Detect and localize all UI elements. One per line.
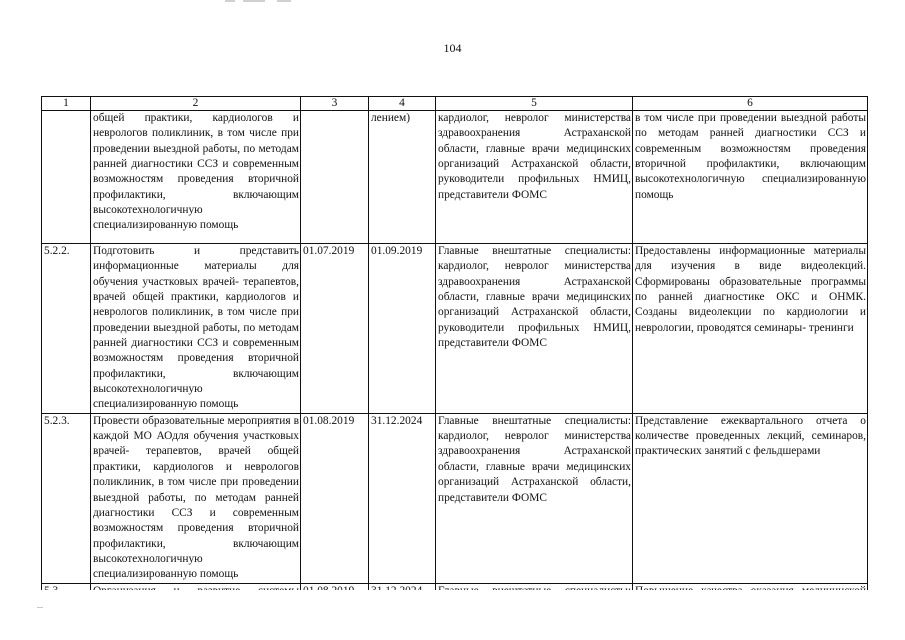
row-number: 5.2.2. — [42, 244, 91, 414]
column-number-4: 4 — [369, 97, 436, 111]
row-number — [42, 111, 91, 244]
table-row — [42, 413, 868, 583]
responsible-persons: Главные внештатные специалисты: кардиолог, невролог министерства здравоохранения Астраханской области, главные врачи медицинских организаций Астраханской области, руководители профильных НМИЦ, представители ФОМС — [436, 244, 633, 414]
expected-result: Предоставлены информационные материалы для изучения в виде видеолекций. Сформированы образовательные программы по ранней диагностике ОКС и ОНМК. Созданы видеолекции по кардиологии и неврологии, проводятся семинары- тренинги — [633, 244, 868, 414]
task-description: Подготовить и представить информационные материалы для обучения участковых врачей- терапевтов, врачей общей практики, кардиологов и неврологов поликлиник, в том числе при проведении выездной работы, по методам ранней диагностики ССЗ и современным возможностям проведения вторичной профилактики, включающим высокотехнологичную специализированную помощь — [91, 244, 301, 414]
column-number-5: 5 — [436, 97, 633, 111]
table-row — [42, 111, 868, 244]
start-date: 01.08.2019 — [301, 413, 369, 583]
expected-result: в том числе при проведении выездной работы по методам ранней диагностики ССЗ и современным возможностям проведения вторичной профилактики, включающим высокотехнологичную специализированную помощь — [633, 111, 868, 244]
start-date — [301, 111, 369, 244]
column-number-1: 1 — [42, 97, 91, 111]
end-date: 01.09.2019 — [369, 244, 436, 414]
table-row — [42, 244, 868, 414]
end-date: лением) — [369, 111, 436, 244]
table-header-row — [42, 97, 868, 111]
task-description: Провести образовательные мероприятия в каждой МО АОдля обучения участковых врачей- терапевтов, врачей общей практики, кардиологов и неврологов поликлиник, в том числе при проведении выездной работы, по методам ранней диагностики ССЗ и современным возможностям проведения вторичной профилактики, включающим высокотехнологичную специализированную помощь — [91, 413, 301, 583]
task-description: общей практики, кардиологов и неврологов поликлиник, в том числе при проведении выездной работы, по методам ранней диагностики ССЗ и современным возможностям проведения вторичной профилактики, включающим высокотехнологичную специализированную помощь — [91, 111, 301, 244]
column-number-3: 3 — [301, 97, 369, 111]
page-number: 104 — [443, 41, 462, 55]
scan-marks — [225, 0, 295, 4]
start-date: 01.07.2019 — [301, 244, 369, 414]
end-date: 31.12.2024 — [369, 413, 436, 583]
responsible-persons: Главные внештатные специалисты: кардиолог, невролог министерства здравоохранения Астраханской области, главные врачи медицинских организаций Астраханской области, представители ФОМС — [436, 413, 633, 583]
column-number-6: 6 — [633, 97, 868, 111]
page-bottom-margin — [0, 590, 905, 640]
row-number: 5.2.3. — [42, 413, 91, 583]
scan-mark — [37, 607, 43, 608]
responsible-persons: кардиолог, невролог министерства здравоохранения Астраханской области, главные врачи медицинских организаций Астраханской области, руководители профильных НМИЦ, представители ФОМС — [436, 111, 633, 244]
expected-result: Представление ежеквартального отчета о количестве проведенных лекций, семинаров, практических занятий с фельдшерами — [633, 413, 868, 583]
plan-table — [41, 96, 868, 618]
column-number-2: 2 — [91, 97, 301, 111]
